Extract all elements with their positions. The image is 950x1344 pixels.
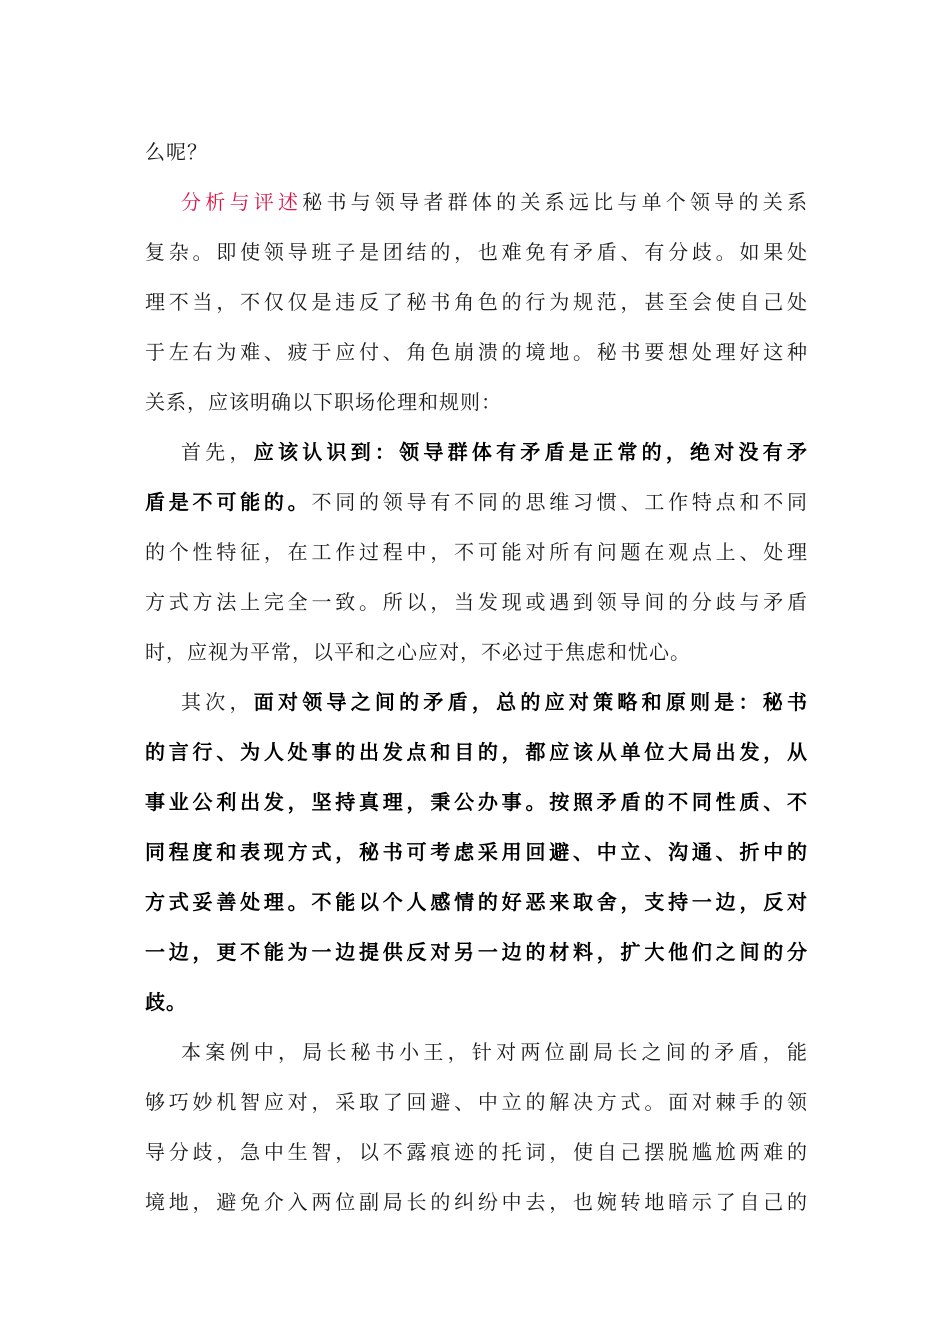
text-line	[145, 427, 807, 477]
text-segment: 其次，	[181, 690, 254, 714]
text-segment: 复杂。即使领导班子是团结的，也难免有矛盾、有分歧。如果处	[145, 240, 807, 264]
bold-text-segment: 应该认识到：领导群体有矛盾是正常的，绝对没有矛	[253, 440, 807, 464]
bold-text-segment: 同程度和表现方式，秘书可考虑采用回避、中立、沟通、折中的	[145, 840, 807, 864]
text-line	[145, 277, 807, 327]
text-line	[145, 1177, 807, 1227]
document-body	[145, 127, 807, 1227]
text-segment: 的个性特征，在工作过程中，不可能对所有问题在观点上、处理	[145, 540, 807, 564]
bold-text-segment: 的言行、为人处事的出发点和目的，都应该从单位大局出发，从	[145, 740, 807, 764]
text-line	[145, 777, 807, 827]
text-line	[145, 977, 807, 1027]
text-line	[145, 827, 807, 877]
text-segment: 不同的领导有不同的思维习惯、工作特点和不同	[311, 490, 807, 514]
text-line	[145, 727, 807, 777]
text-segment: 够巧妙机智应对，采取了回避、中立的解决方式。面对棘手的领	[145, 1090, 807, 1114]
text-line	[145, 377, 807, 427]
text-segment: 方式方法上完全一致。所以，当发现或遇到领导间的分歧与矛盾	[145, 590, 807, 614]
text-line	[145, 477, 807, 527]
text-line	[145, 927, 807, 977]
bold-text-segment: 歧。	[145, 990, 187, 1014]
text-line	[145, 1027, 807, 1077]
text-line	[145, 527, 807, 577]
section-heading-label: 分析与评述	[181, 190, 303, 214]
text-line	[145, 227, 807, 277]
text-segment: 本案例中，局长秘书小王，针对两位副局长之间的矛盾，能	[181, 1040, 807, 1064]
text-line	[145, 677, 807, 727]
text-segment: 于左右为难、疲于应付、角色崩溃的境地。秘书要想处理好这种	[145, 340, 807, 364]
bold-text-segment: 一边，更不能为一边提供反对另一边的材料，扩大他们之间的分	[145, 940, 807, 964]
text-line	[145, 877, 807, 927]
text-line	[145, 577, 807, 627]
text-segment: 境地，避免介入两位副局长的纠纷中去，也婉转地暗示了自己的	[145, 1190, 807, 1214]
bold-text-segment: 盾是不可能的。	[145, 490, 312, 514]
text-line	[145, 327, 807, 377]
text-line	[145, 627, 807, 677]
text-segment: 导分歧，急中生智，以不露痕迹的托词，使自己摆脱尴尬两难的	[145, 1140, 807, 1164]
bold-text-segment: 事业公利出发，坚持真理，秉公办事。按照矛盾的不同性质、不	[145, 790, 807, 814]
text-segment: 秘书与领导者群体的关系远比与单个领导的关系	[302, 190, 807, 214]
text-line	[145, 127, 807, 177]
bold-text-segment: 面对领导之间的矛盾，总的应对策略和原则是：秘书	[253, 690, 807, 714]
text-segment: 么呢？	[145, 140, 208, 164]
text-segment: 首先，	[181, 440, 254, 464]
text-line	[145, 177, 807, 227]
text-line	[145, 1077, 807, 1127]
text-segment: 时，应视为平常，以平和之心应对，不必过于焦虑和忧心。	[145, 640, 691, 664]
text-segment: 关系，应该明确以下职场伦理和规则：	[145, 390, 502, 414]
text-line	[145, 1127, 807, 1177]
text-segment: 理不当，不仅仅是违反了秘书角色的行为规范，甚至会使自己处	[145, 290, 807, 314]
bold-text-segment: 方式妥善处理。不能以个人感情的好恶来取舍，支持一边，反对	[145, 890, 807, 914]
